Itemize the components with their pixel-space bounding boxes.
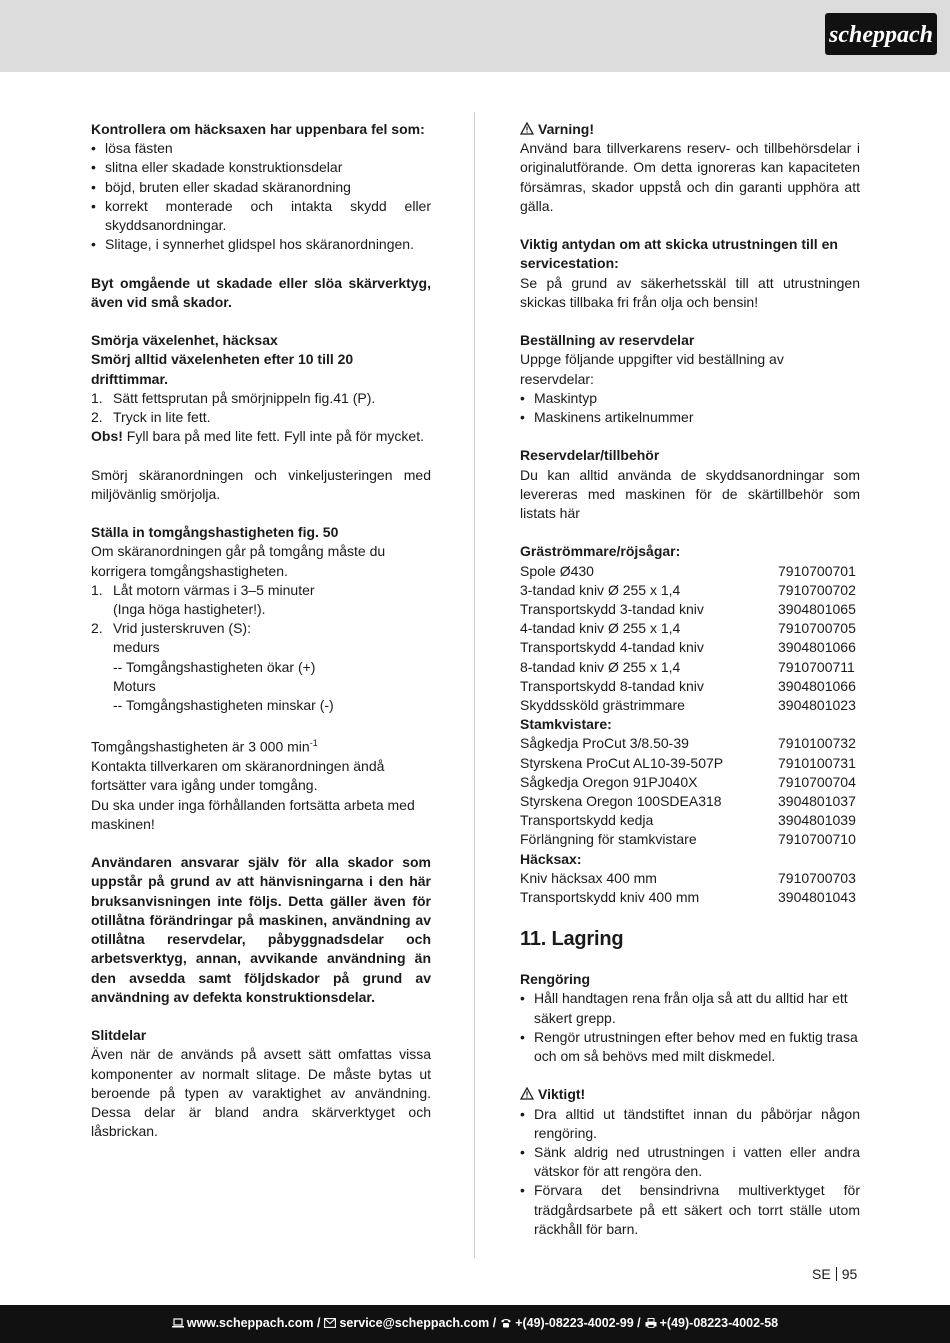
important-list — [520, 1105, 860, 1239]
scheppach-logo — [825, 13, 937, 55]
list-item: 2. Tryck in lite fett. — [91, 409, 211, 426]
list-item: 1. Låt motorn värmas i 3–5 minuter (Inga höga hastigheter!). — [91, 581, 315, 618]
service-text: Se på grund av säkerhetsskäl till att utrustningen skickas tillbaka fri från olja och bensin! — [520, 274, 860, 310]
oil-text: Smörj skäranordningen och vinkeljusteringen med miljövänlig smörjolja. — [91, 466, 431, 502]
warning-heading: Varning! — [520, 120, 860, 139]
table-row: Styrskena Oregon 100SDEA318 3904801037 — [520, 793, 856, 810]
table-row: Transportskydd 3-tandad kniv 3904801065 — [520, 601, 856, 618]
footer-web[interactable]: www.scheppach.com / — [172, 1314, 321, 1333]
email-icon — [324, 1318, 336, 1328]
laptop-icon — [172, 1318, 184, 1328]
idle-intro: Om skäranordningen går på tomgång måste du korrigera tomgångshastigheten. — [91, 543, 386, 579]
parts-group-title: Häcksax: — [520, 850, 582, 867]
important-heading: Viktigt! — [520, 1085, 860, 1104]
lube-subheading: Smörj alltid växelenheten efter 10 till 20 drifttimmar. — [91, 351, 354, 387]
warning-icon — [520, 122, 534, 135]
obs-note: Obs! Fyll bara på med lite fett. Fyll inte på för mycket. — [91, 428, 424, 445]
list-item: • Håll handtagen rena från olja så att du alltid har ett säkert grepp. — [520, 989, 860, 1027]
right-column — [520, 120, 860, 1239]
table-row: 3-tandad kniv Ø 255 x 1,4 7910700702 — [520, 581, 856, 598]
table-row: Kniv häcksax 400 mm 7910700703 — [520, 869, 856, 886]
list-item: • Förvara det bensindrivna multiverktyget för trädgårdsarbete på ett säkert och torrt ställe utom räckhåll för barn. — [520, 1181, 860, 1239]
cleaning-list — [520, 989, 860, 1066]
footer-fax[interactable]: +(49)-08223-4002-58 — [645, 1314, 779, 1333]
wear-text: Även när de används på avsett sätt omfattas vissa komponenter av normalt slitage. De måste bytas ut beroende på typen av varaktighet av användning. Dessa delar är bland andra skärverktyget och låsbrickan. — [91, 1046, 431, 1140]
list-item: • Slitage, i synnerhet glidspel hos skäranordningen. — [91, 235, 431, 254]
idle-speed: Tomgångshastigheten är 3 000 $\min^{-1}$ — [91, 738, 318, 756]
column-divider — [474, 112, 475, 1258]
warning-icon — [520, 1087, 534, 1100]
list-item: • lösa fästen — [91, 139, 431, 158]
table-row: Transportskydd kedja 3904801039 — [520, 812, 856, 829]
table-row: Spole Ø430 7910700701 — [520, 562, 856, 579]
header-bar — [0, 0, 950, 72]
order-heading: Beställning av reservdelar — [520, 332, 695, 349]
list-item: • Maskintyp — [520, 389, 860, 408]
list-item: • Sänk aldrig ned utrustningen i vatten eller andra vätskor för att rengöra den. — [520, 1143, 860, 1181]
replace-note: Byt omgående ut skadade eller slöa skärverktyg, även vid små skador. — [91, 274, 431, 310]
idle-cw-effect: -- Tomgångshastigheten ökar (+) — [113, 658, 316, 675]
list-item: • Maskinens artikelnummer — [520, 408, 860, 427]
list-item: 2. Vrid justerskruven (S): — [91, 620, 251, 637]
lube-steps — [91, 389, 431, 427]
phone-icon — [500, 1318, 512, 1328]
table-row: Sågkedja ProCut 3/8.50-39 7910100732 — [520, 735, 856, 752]
idle-ccw-effect: -- Tomgångshastigheten minskar (-) — [113, 697, 334, 714]
footer-phone[interactable]: +(49)-08223-4002-99 / — [500, 1314, 640, 1333]
service-heading: Viktig antydan om att skicka utrustningen till en servicestation: — [520, 236, 838, 272]
fax-icon — [645, 1318, 657, 1328]
table-row: Transportskydd kniv 400 mm 3904801043 — [520, 889, 856, 906]
list-item: • Dra alltid ut tändstiftet innan du påbörjar någon rengöring. — [520, 1105, 860, 1143]
list-item: • slitna eller skadade konstruktionsdelar — [91, 158, 431, 177]
table-row: Förlängning för stamkvistare 7910700710 — [520, 831, 856, 848]
lube-heading: Smörja växelenhet, häcksax — [91, 332, 278, 349]
warning-text: Använd bara tillverkarens reserv- och tillbehörsdelar i originalutförande. Om detta ignoreras kan kapaciteten försämras, skador uppstå och din garanti upphöra att gälla. — [520, 140, 860, 214]
table-row: 8-tandad kniv Ø 255 x 1,4 7910700711 — [520, 658, 855, 675]
section-title: 11. Lagring — [520, 928, 624, 951]
idle-stop: Du ska under inga förhållanden fortsätta arbeta med maskinen! — [91, 796, 415, 832]
table-row: Transportskydd 8-tandad kniv 3904801066 — [520, 677, 856, 694]
liability-note: Användaren ansvarar själv för alla skador som uppstår på grund av att hänvisningarna i den här bruksanvisningen inte följs. Detta gäller även för otillåtna förändringar på maskinen, användning av otillåtna reservdelar, påbyggnadsdelar och arbetsverktyg, annan, avvikande användning än den avsedda samt följdskador på grund av användning av defekta konstruktionsdelar. — [91, 854, 431, 1005]
cleaning-heading: Rengöring — [520, 971, 590, 988]
order-text: Uppge följande uppgifter vid beställning av reservdelar: — [520, 351, 784, 387]
left-column — [91, 120, 431, 1141]
idle-contact: Kontakta tillverkaren om skäranordningen ändå fortsätter vara igång under tomgång. — [91, 758, 385, 794]
order-list — [520, 389, 860, 427]
idle-ccw: Moturs — [113, 677, 156, 694]
accessories-text: Du kan alltid använda de skyddsanordningar som levereras med maskinen för de skärtillbehör som listats här — [520, 466, 860, 522]
table-row: Styrskena ProCut AL10-39-507P 7910100731 — [520, 754, 856, 771]
list-item: • böjd, bruten eller skadad skäranordning — [91, 178, 431, 197]
footer-email[interactable]: service@scheppach.com / — [324, 1314, 496, 1333]
wear-heading: Slitdelar — [91, 1027, 147, 1044]
footer-bar — [0, 1305, 950, 1343]
list-item: • Rengör utrustningen efter behov med en fuktig trasa och om så behövs med milt diskmedel. — [520, 1028, 860, 1066]
idle-cw: medurs — [113, 639, 160, 656]
parts-group-title: Stamkvistare: — [520, 716, 612, 733]
check-list — [91, 139, 431, 254]
table-row: Transportskydd 4-tandad kniv 3904801066 — [520, 639, 856, 656]
list-item: 1. Sätt fettsprutan på smörjnippeln fig.41 (P). — [91, 389, 376, 406]
parts-group-title: Gräströmmare/röjsågar: — [520, 543, 681, 560]
idle-steps — [91, 581, 431, 639]
accessories-heading: Reservdelar/tillbehör — [520, 447, 660, 464]
page-number: SE 95 — [812, 1266, 858, 1282]
idle-heading: Ställa in tomgångshastigheten fig. 50 — [91, 524, 339, 541]
check-heading: Kontrollera om häcksaxen har uppenbara fel som: — [91, 121, 425, 137]
logo-text: scheppach — [829, 22, 933, 48]
parts-table — [520, 542, 860, 907]
table-row: Skyddssköld grästrimmare 3904801023 — [520, 697, 856, 714]
list-item: • korrekt monterade och intakta skydd eller skyddsanordningar. — [91, 197, 431, 235]
table-row: Sågkedja Oregon 91PJ040X 7910700704 — [520, 773, 856, 790]
table-row: 4-tandad kniv Ø 255 x 1,4 7910700705 — [520, 620, 856, 637]
